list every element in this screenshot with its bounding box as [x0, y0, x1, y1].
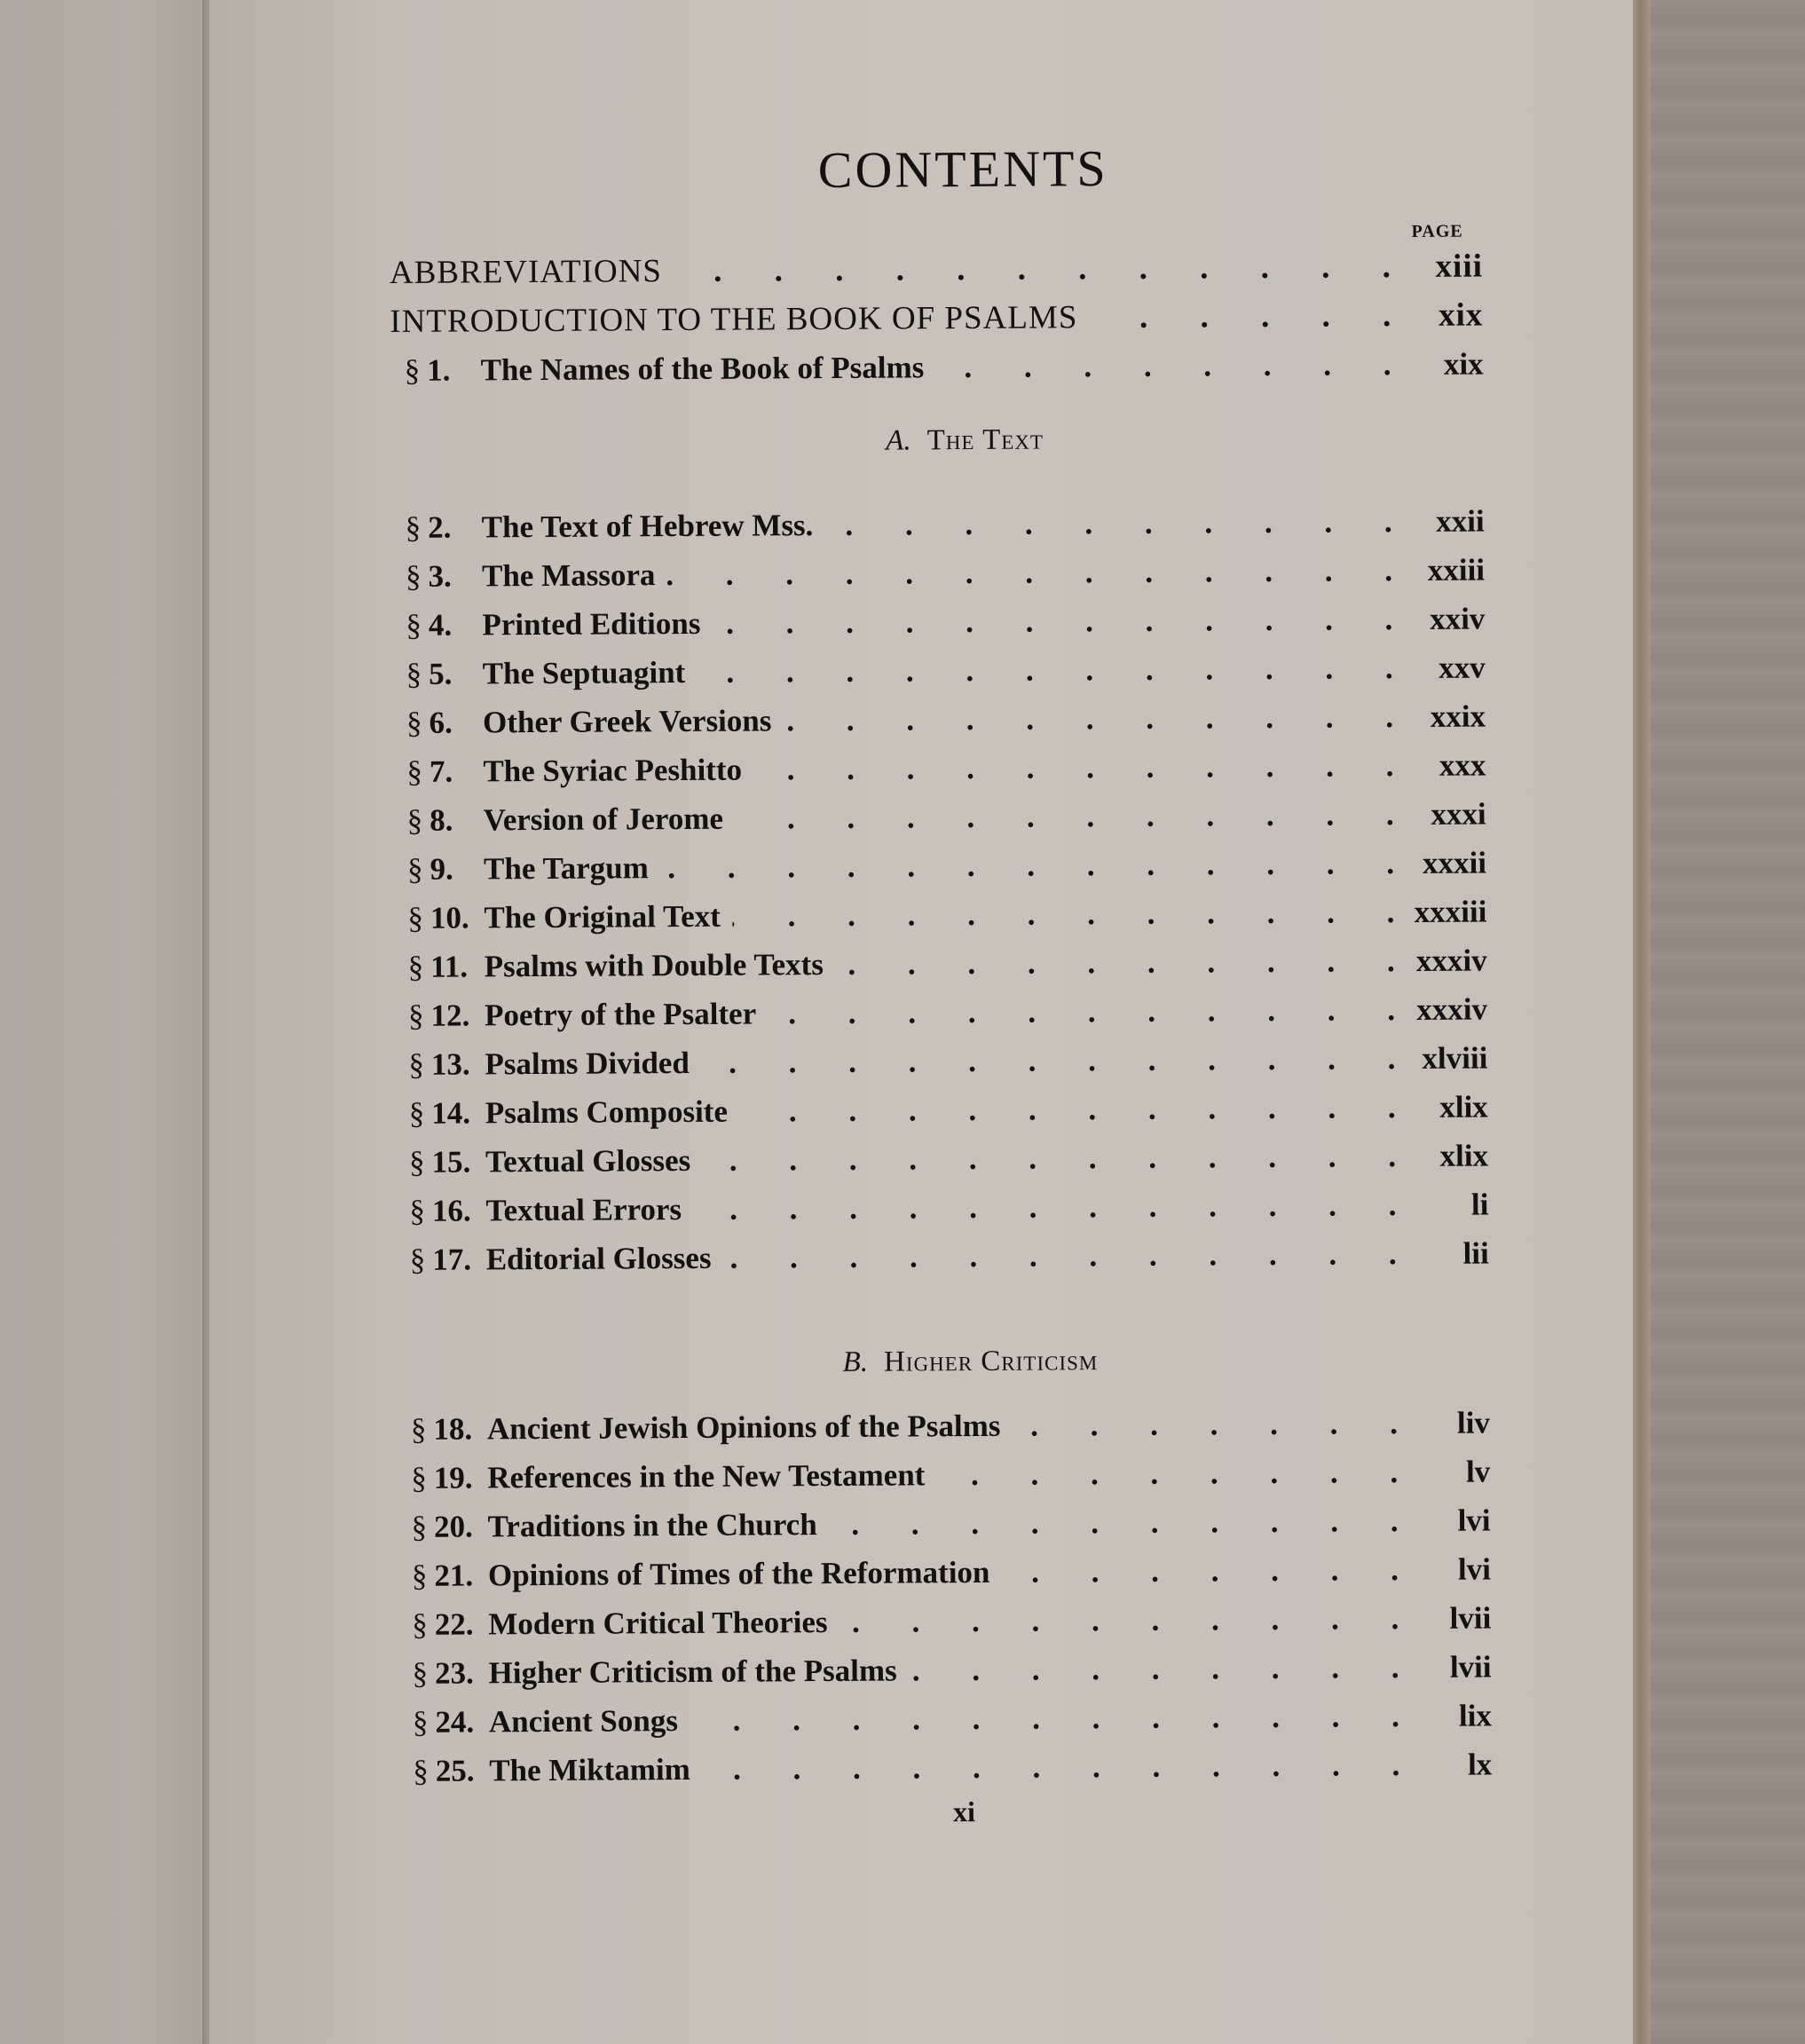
section-label: The Names of the Book of Psalms [480, 350, 925, 388]
section-number [406, 649, 483, 698]
section-number [406, 502, 482, 552]
section-label: Version of Jerome [483, 801, 724, 838]
dot-leader [740, 1083, 1396, 1136]
section-symbol: § [406, 802, 423, 838]
section-page: xxxiv [1416, 991, 1488, 1027]
section-symbol: § [410, 1411, 427, 1447]
section-symbol: § [409, 1242, 426, 1277]
section-symbol: § [412, 1704, 429, 1740]
section-page: xxv [1438, 650, 1486, 685]
section-symbol: § [404, 352, 421, 388]
section-label: Psalms with Double Texts [484, 947, 824, 984]
section-symbol: § [407, 998, 424, 1033]
page-edge-stack [1633, 0, 1651, 2044]
section-num-text: 20. [433, 1509, 473, 1544]
section-page: xlix [1439, 1089, 1488, 1125]
toc-section-row[interactable] [413, 1691, 1492, 1746]
dot-leader [825, 497, 1392, 549]
section-number [407, 795, 484, 845]
section-page: lvi [1457, 1503, 1491, 1538]
toc-section-row[interactable] [413, 1740, 1492, 1795]
dot-leader [698, 643, 1393, 697]
section-label: Ancient Songs [488, 1703, 679, 1740]
section-number [410, 1235, 486, 1284]
section-label: Psalms Divided [485, 1045, 690, 1082]
section-label: Traditions in the Church [487, 1507, 817, 1544]
section-label: The Syriac Peshitto [483, 752, 743, 789]
part-letter: A. [886, 424, 911, 457]
dot-leader [936, 340, 1391, 391]
section-page: lx [1467, 1747, 1493, 1782]
section-number [411, 1453, 487, 1503]
section-num-text: 9. [430, 851, 453, 887]
toc-section-row[interactable] [411, 1398, 1490, 1453]
section-number [406, 698, 483, 747]
section-symbol: § [406, 754, 423, 789]
toc-section-row[interactable] [407, 838, 1486, 893]
toc-section-row[interactable] [409, 1131, 1488, 1186]
section-page: lix [1458, 1698, 1493, 1733]
dot-leader [1013, 1399, 1398, 1450]
section-symbol: § [407, 949, 424, 984]
section-number [408, 1039, 485, 1089]
section-number [413, 1746, 489, 1795]
dot-leader [830, 1496, 1399, 1549]
section-page: xlviii [1422, 1040, 1488, 1076]
dot-leader [703, 1132, 1396, 1185]
toc-section-row[interactable] [411, 1447, 1490, 1502]
section-label: Printed Editions [482, 605, 701, 643]
toc-entry-label: INTRODUCTION TO THE BOOK OF PSALMS [390, 299, 1078, 341]
section-num-text: 1. [427, 352, 451, 388]
toc-entry-page: xiii [1435, 248, 1484, 285]
section-label: Poetry of the Psalter [484, 996, 757, 1033]
section-page: lvii [1449, 1600, 1492, 1636]
section-label: The Text of Hebrew Mss. [481, 508, 814, 545]
section-label: The Septuagint [482, 654, 686, 691]
dot-leader [713, 595, 1392, 648]
section-symbol: § [413, 1753, 429, 1788]
section-num-text: 12. [430, 998, 470, 1033]
section-number [406, 551, 482, 601]
section-page: liv [1456, 1405, 1491, 1440]
toc-section-row[interactable] [412, 1642, 1491, 1697]
section-symbol: § [407, 900, 424, 935]
section-page: xxxi [1431, 796, 1486, 832]
section-num-text: 17. [432, 1242, 472, 1277]
dot-leader [690, 1692, 1399, 1745]
section-page: xxxiv [1415, 943, 1487, 978]
section-label: The Miktamim [489, 1751, 690, 1788]
toc-section-row[interactable] [406, 643, 1486, 698]
section-label: The Original Text [484, 898, 721, 935]
section-number [412, 1648, 488, 1698]
dot-leader [836, 936, 1395, 989]
section-number [404, 345, 480, 395]
section-num-text: 25. [435, 1753, 475, 1788]
toc-section-row[interactable] [409, 1082, 1488, 1137]
section-page: xxx [1438, 747, 1486, 783]
section-page: lv [1465, 1454, 1491, 1489]
toc-section-row[interactable] [407, 887, 1486, 942]
dot-leader [1002, 1545, 1399, 1597]
section-page: xix [1443, 346, 1484, 382]
section-page: lii [1462, 1235, 1489, 1271]
toc-section-row[interactable] [408, 935, 1487, 990]
section-number [412, 1551, 488, 1600]
facing-page-left [0, 0, 206, 2044]
section-num-text: 7. [429, 754, 453, 789]
dot-leader [674, 242, 1391, 296]
dot-leader [910, 1643, 1399, 1694]
section-symbol: § [406, 607, 422, 643]
page-folio-number: xi [953, 1795, 976, 1828]
section-num-text: 2. [428, 509, 452, 545]
page-title: CONTENTS [817, 139, 1108, 200]
section-num-text: 3. [428, 558, 452, 594]
section-symbol: § [411, 1460, 427, 1496]
toc-section-row[interactable] [412, 1544, 1491, 1599]
section-number [409, 1088, 485, 1138]
dot-leader [937, 1448, 1398, 1499]
table-of-contents [390, 126, 1493, 1831]
toc-section-row[interactable] [409, 1180, 1488, 1235]
dot-leader [703, 1740, 1400, 1794]
part-title: Higher Criticism [883, 1345, 1099, 1378]
section-symbol: § [412, 1655, 429, 1691]
section-page: xxiv [1430, 601, 1486, 636]
section-number [413, 1697, 489, 1747]
section-num-text: 11. [430, 949, 469, 984]
section-page: xxii [1436, 503, 1485, 539]
section-symbol: § [411, 1509, 428, 1544]
section-page: lvii [1449, 1649, 1492, 1685]
toc-entry-abbreviations[interactable] [390, 241, 1483, 297]
section-number [411, 1502, 487, 1551]
section-page: xxiii [1427, 552, 1486, 588]
section-label: Textual Errors [485, 1192, 682, 1228]
section-page: xxxiii [1414, 894, 1487, 929]
section-num-text: 4. [428, 607, 453, 643]
section-label: The Massora [481, 557, 656, 594]
section-page: xxix [1430, 698, 1486, 734]
section-number [412, 1599, 488, 1649]
section-num-text: 19. [433, 1460, 473, 1496]
section-symbol: § [408, 1144, 425, 1180]
section-symbol: § [411, 1558, 428, 1593]
page-column-label: PAGE [1411, 221, 1463, 241]
section-label: Opinions of Times of the Reformation [487, 1554, 990, 1593]
section-number [406, 746, 483, 796]
part-heading-a [445, 388, 1485, 483]
section-num-text: 14. [431, 1095, 471, 1131]
section-page: xlix [1439, 1138, 1489, 1173]
section-page: xxxii [1422, 845, 1487, 880]
toc-section-row[interactable] [406, 691, 1486, 746]
part-a-section-list [393, 496, 1489, 1283]
toc-section-row[interactable] [408, 1033, 1487, 1088]
toc-section-row[interactable] [406, 740, 1486, 795]
part-letter: B. [842, 1346, 869, 1378]
section-number [409, 1186, 485, 1235]
section-label: Ancient Jewish Opinions of the Psalms [486, 1408, 1001, 1447]
toc-section-row[interactable] [412, 1593, 1491, 1648]
section-symbol: § [408, 1046, 425, 1082]
toc-section-row[interactable] [410, 1228, 1489, 1283]
section-number [411, 1404, 487, 1454]
section-label: The Targum [483, 850, 649, 887]
section-number [407, 893, 484, 943]
section-page: lvi [1457, 1551, 1492, 1587]
section-symbol: § [406, 705, 422, 740]
section-num-text: 23. [434, 1655, 474, 1691]
toc-section-row[interactable] [411, 1496, 1490, 1551]
section-symbol: § [406, 656, 422, 691]
section-label: Higher Criticism of the Psalms [488, 1653, 897, 1691]
section-num-text: 15. [431, 1144, 471, 1180]
section-num-text: 24. [435, 1704, 475, 1740]
dot-leader [733, 888, 1395, 941]
dot-leader [1090, 291, 1391, 342]
toc-section-row[interactable] [406, 545, 1485, 600]
dot-leader [694, 1180, 1397, 1234]
toc-section-row[interactable] [406, 594, 1485, 649]
section-num-text: 18. [433, 1411, 473, 1447]
section-label: Other Greek Versions [482, 703, 772, 740]
dot-leader [702, 1034, 1396, 1087]
toc-entry-introduction[interactable] [390, 290, 1483, 346]
section-label: Modern Critical Theories [488, 1605, 828, 1642]
section-number [408, 990, 485, 1040]
section-num-text: 21. [434, 1558, 474, 1593]
section-label: References in the New Testament [487, 1457, 926, 1496]
dot-leader [736, 790, 1394, 843]
dot-leader [754, 741, 1394, 793]
section-symbol: § [408, 1095, 425, 1131]
dot-leader [723, 1229, 1397, 1282]
toc-section-row[interactable] [406, 496, 1485, 551]
section-num-text: 16. [431, 1193, 471, 1228]
section-symbol: § [405, 558, 422, 594]
toc-section-row[interactable] [404, 339, 1483, 394]
section-number [407, 844, 484, 894]
toc-entry-label: ABBREVIATIONS [389, 253, 663, 292]
dot-leader [667, 546, 1392, 599]
section-symbol: § [412, 1606, 428, 1642]
part-b-section-list [398, 1398, 1493, 1795]
section-num-text: 8. [430, 802, 453, 838]
section-symbol: § [405, 509, 422, 545]
section-number [409, 1137, 485, 1187]
background-surface [1651, 0, 1805, 2044]
section-symbol: § [406, 851, 423, 887]
part-title: The Text [926, 423, 1044, 457]
dot-leader [769, 985, 1395, 1038]
section-page: li [1470, 1187, 1489, 1222]
dot-leader [839, 1594, 1399, 1646]
section-symbol: § [409, 1193, 426, 1228]
toc-entry-page: xix [1438, 296, 1484, 334]
section-num-text: 10. [430, 900, 469, 935]
section-num-text: 5. [429, 656, 453, 691]
section-label: Textual Glosses [485, 1142, 691, 1180]
section-num-text: 13. [430, 1046, 470, 1082]
section-number [408, 942, 485, 991]
dot-leader [784, 692, 1393, 745]
toc-section-row[interactable] [408, 984, 1487, 1039]
dot-leader [661, 839, 1395, 892]
section-num-text: 22. [434, 1606, 474, 1642]
section-number [406, 600, 482, 650]
part-heading-b [451, 1309, 1490, 1404]
section-label: Psalms Composite [485, 1093, 729, 1131]
section-label: Editorial Glosses [485, 1240, 712, 1277]
toc-section-row[interactable] [407, 789, 1486, 844]
section-num-text: 6. [429, 705, 453, 740]
